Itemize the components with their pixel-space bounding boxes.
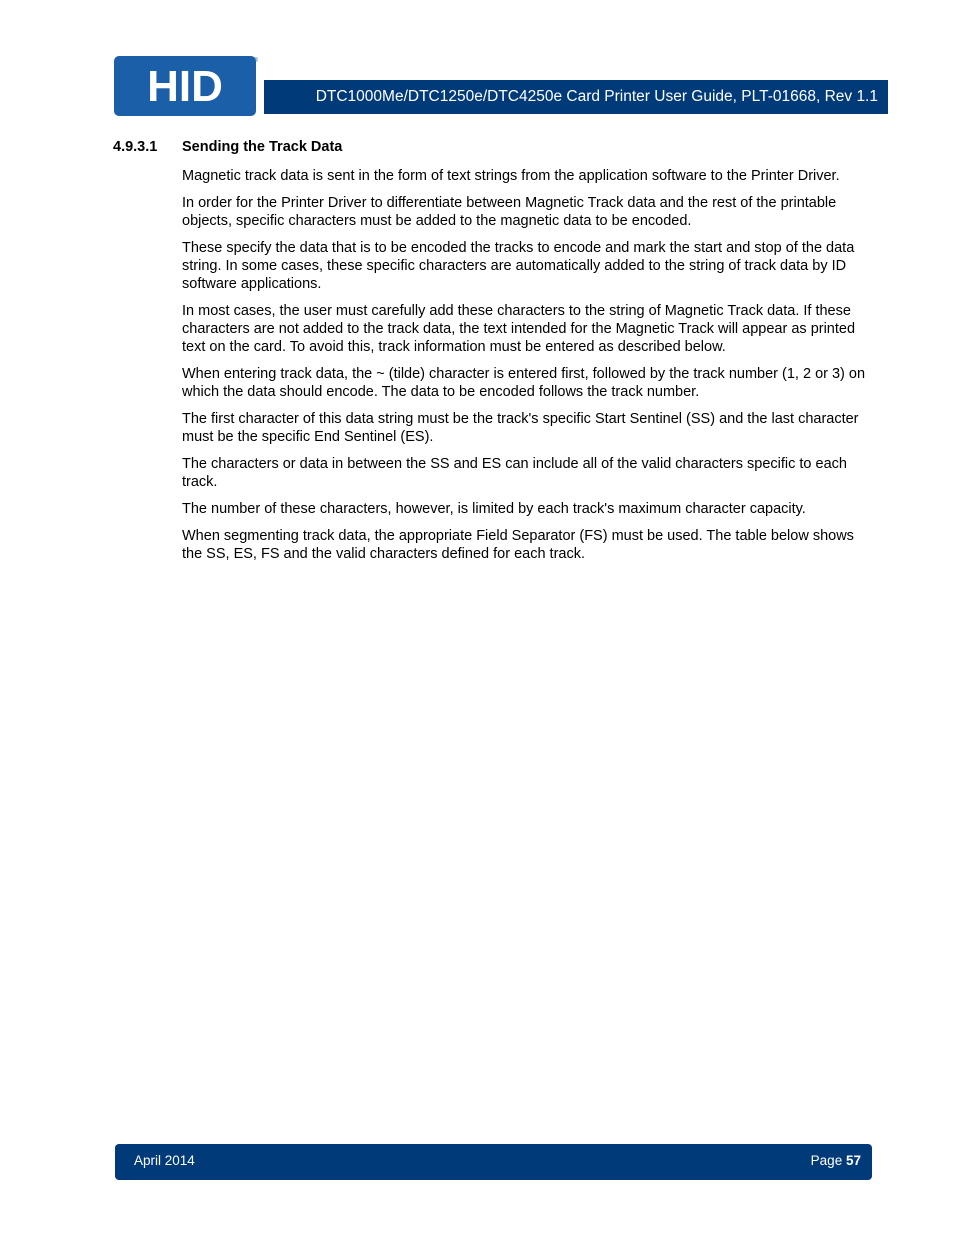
paragraph: In most cases, the user must carefully add these characters to the string of Magnetic Track data. If these characters are not added to the track data, the text intended for the Magnetic Track will appear as printed text on the card. To avoid this, track information must be entered as described below. <box>182 303 856 355</box>
logo-text: HID <box>147 62 223 111</box>
paragraph: In order for the Printer Driver to differentiate between Magnetic Track data and the rest of the printable objects, specific characters must be added to the magnetic data to be encoded. <box>182 195 837 229</box>
section-title: Sending the Track Data <box>182 139 343 155</box>
document-header <box>264 80 888 114</box>
hid-logo <box>114 55 259 116</box>
svg-text:®: ® <box>253 58 258 64</box>
paragraph: These specify the data that is to be encoded the tracks to encode and mark the start and stop of the data string. In some cases, these specific characters are automatically added to the string of track data by ID software applications. <box>182 240 855 292</box>
paragraph: When entering track data, the ~ (tilde) character is entered first, followed by the track number (1, 2 or 3) on which the data should encode. The data to be encoded follows the track number. <box>182 366 866 400</box>
page-label: Page <box>810 1153 843 1168</box>
body-text <box>182 167 874 572</box>
section-number: 4.9.3.1 <box>113 139 158 155</box>
paragraph: The first character of this data string must be the track's specific Start Sentinel (SS) and the last character must be the specific End Sentinel (ES). <box>182 411 859 445</box>
page-number: 57 <box>845 1153 861 1168</box>
footer-date: April 2014 <box>134 1153 195 1168</box>
paragraph: Magnetic track data is sent in the form of text strings from the application software to the Printer Driver. <box>182 168 840 184</box>
page-footer <box>115 1144 872 1180</box>
paragraph: The number of these characters, however, is limited by each track's maximum character capacity. <box>182 501 806 517</box>
paragraph: When segmenting track data, the appropriate Field Separator (FS) must be used. The table below shows the SS, ES, FS and the valid characters defined for each track. <box>182 528 854 562</box>
footer-page <box>811 1153 861 1168</box>
paragraph: The characters or data in between the SS and ES can include all of the valid characters specific to each track. <box>182 456 847 490</box>
document-title: DTC1000Me/DTC1250e/DTC4250e Card Printer User Guide, PLT-01668, Rev 1.1 <box>315 88 878 105</box>
